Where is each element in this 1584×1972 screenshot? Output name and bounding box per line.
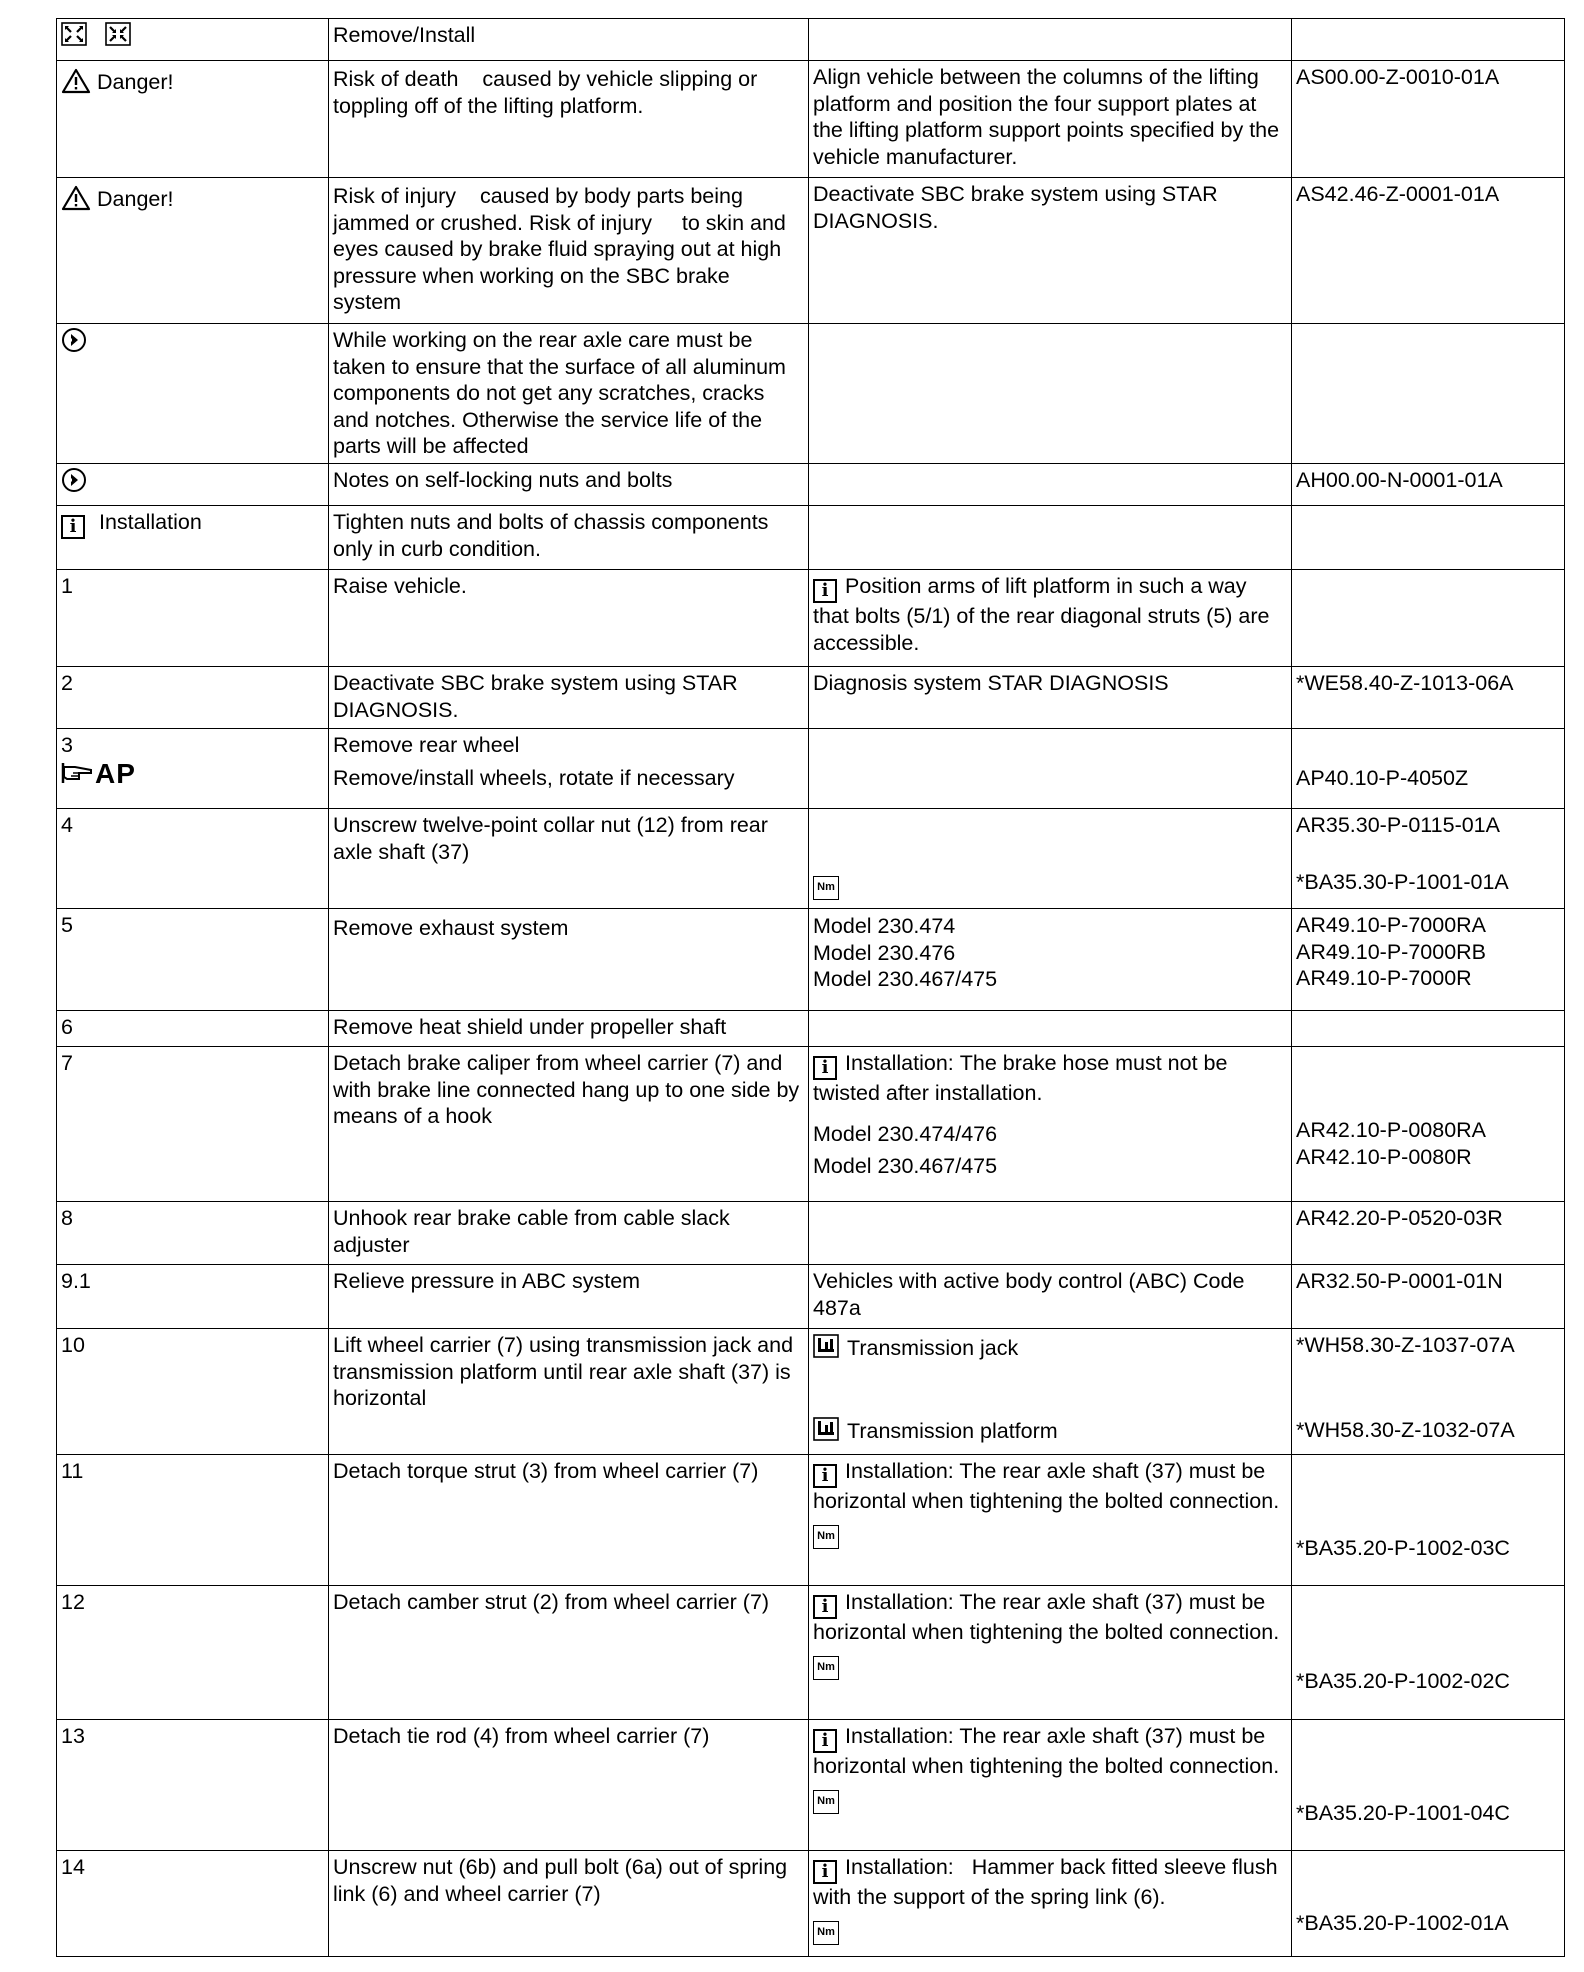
ref-link[interactable]: *BA35.20-P-1002-03C [1296, 1536, 1510, 1560]
risk-text: caused by vehicle slipping or toppling off of the lifting platform. [333, 67, 758, 118]
step-row [57, 1720, 1565, 1851]
step-row [57, 809, 1565, 909]
step-row [57, 909, 1565, 1011]
step-row [57, 570, 1565, 667]
ref-link[interactable]: *WE58.40-Z-1013-06A [1292, 667, 1565, 729]
step-row [57, 729, 1565, 809]
step-note: Installation: The rear axle shaft (37) must be horizontal when tightening the bolted connection. [813, 1724, 1280, 1778]
ref-link[interactable]: AR49.10-P-7000RA [1296, 913, 1487, 937]
info-icon: i [813, 1464, 837, 1488]
remove-icon [61, 22, 87, 46]
torque-icon: Nm [813, 1656, 839, 1680]
ref-link[interactable]: AS00.00-Z-0010-01A [1292, 61, 1565, 178]
step-number: 7 [57, 1047, 329, 1202]
step-text: Unscrew nut (6b) and pull bolt (6a) out of spring link (6) and wheel carrier (7) [329, 1851, 809, 1957]
ref-link[interactable]: *BA35.20-P-1002-01A [1296, 1911, 1509, 1935]
step-row [57, 1047, 1565, 1202]
danger-row [57, 178, 1565, 324]
step-number: 5 [57, 909, 329, 1011]
step-row [57, 1455, 1565, 1586]
ref-link[interactable]: AR42.10-P-0080R [1296, 1144, 1472, 1169]
step-note: Position arms of lift platform in such a way that bolts (5/1) of the rear diagonal struts (5) are accessible. [813, 574, 1270, 655]
info-icon: i [813, 579, 837, 603]
tool-label: Transmission jack [847, 1336, 1019, 1360]
ref-link[interactable]: AP40.10-P-4050Z [1296, 765, 1469, 790]
ref-link[interactable]: AR42.20-P-0520-03R [1292, 1202, 1565, 1265]
note-icon [61, 467, 87, 493]
ref-link[interactable]: *WH58.30-Z-1037-07A [1296, 1333, 1515, 1357]
step-note: Diagnosis system STAR DIAGNOSIS [809, 667, 1292, 729]
model-label: Model 230.476 [813, 940, 956, 965]
info-icon: i [813, 1056, 837, 1080]
info-icon: i [813, 1860, 837, 1884]
step-row [57, 1851, 1565, 1957]
ap-label: AP [95, 757, 136, 789]
danger-label: Danger! [97, 70, 174, 94]
step-number: 10 [57, 1329, 329, 1455]
install-icon [105, 22, 131, 46]
step-row [57, 1011, 1565, 1047]
risk-heading: Risk of injury [333, 184, 457, 208]
tool-label: Transmission platform [847, 1418, 1058, 1443]
model-label: Model 230.467/475 [813, 1154, 998, 1178]
ref-link[interactable]: AR49.10-P-7000RB [1296, 939, 1487, 964]
risk-heading: Risk of death [333, 67, 459, 91]
info-icon: i [813, 1595, 837, 1619]
ref-link[interactable]: AR32.50-P-0001-01N [1292, 1265, 1565, 1329]
note-text: Deactivate SBC brake system using STAR DIAGNOSIS. [809, 178, 1292, 324]
note-row [57, 324, 1565, 464]
step-text: Raise vehicle. [329, 570, 809, 667]
step-number: 1 [57, 570, 329, 667]
ref-link[interactable]: *WH58.30-Z-1032-07A [1296, 1417, 1515, 1442]
ref-link[interactable]: AR42.10-P-0080RA [1296, 1118, 1487, 1142]
step-number: 14 [57, 1851, 329, 1957]
step-row [57, 1586, 1565, 1720]
info-icon: i [61, 515, 85, 539]
step-text: Detach tie rod (4) from wheel carrier (7) [329, 1720, 809, 1851]
model-label: Model 230.467/475 [813, 967, 998, 991]
warning-icon [61, 185, 91, 211]
step-text: Remove heat shield under propeller shaft [329, 1011, 809, 1047]
note-icon [61, 327, 87, 353]
ref-link[interactable]: AH00.00-N-0001-01A [1292, 464, 1565, 506]
hand-pointer-icon [61, 761, 95, 785]
ref-link[interactable]: AR49.10-P-7000R [1296, 966, 1472, 990]
step-number: 4 [57, 809, 329, 909]
note-row [57, 464, 1565, 506]
step-subtext: Remove/install wheels, rotate if necessary [333, 765, 735, 790]
model-label: Model 230.474 [813, 914, 956, 938]
torque-icon: Nm [813, 1921, 839, 1945]
ref-link[interactable]: AR35.30-P-0115-01A [1296, 813, 1500, 837]
step-number: 13 [57, 1720, 329, 1851]
step-row [57, 1329, 1565, 1455]
warning-icon [61, 68, 91, 94]
procedure-table [56, 18, 1565, 1957]
torque-icon: Nm [813, 1790, 839, 1814]
step-note: Installation: The rear axle shaft (37) must be horizontal when tightening the bolted connection. [813, 1590, 1280, 1644]
step-text: Detach camber strut (2) from wheel carrier (7) [329, 1586, 809, 1720]
installation-label: Installation: [845, 1051, 954, 1075]
step-note: Hammer back fitted sleeve flush with the support of the spring link (6). [813, 1855, 1278, 1909]
info-icon: i [813, 1729, 837, 1753]
note-text: Align vehicle between the columns of the lifting platform and position the four support plates at the lifting platform support points specified by the vehicle manufacturer. [809, 61, 1292, 178]
step-number: 12 [57, 1586, 329, 1720]
step-text: Remove rear wheel [333, 733, 520, 757]
danger-label: Danger! [97, 187, 174, 211]
header-icons-cell [57, 19, 329, 61]
step-note: The brake hose must not be twisted after installation. [813, 1051, 1228, 1105]
step-number: 11 [57, 1455, 329, 1586]
info-row [57, 506, 1565, 570]
transmission-platform-icon [813, 1417, 839, 1441]
note-text: While working on the rear axle care must be taken to ensure that the surface of all aluminum components do not get any scratches, cracks and notches. Otherwise the service life of the parts will be affected [329, 324, 809, 464]
step-number: 2 [57, 667, 329, 729]
step-number: 3 [61, 733, 73, 757]
installation-label: Installation [98, 510, 202, 534]
risk-text: caused by body parts being jammed or crushed. Risk of injury [333, 184, 743, 235]
step-text: Deactivate SBC brake system using STAR DIAGNOSIS. [329, 667, 809, 729]
danger-row [57, 61, 1565, 178]
step-text: Detach brake caliper from wheel carrier (7) and with brake line connected hang up to one side by means of a hook [329, 1047, 809, 1202]
installation-label: Installation: [845, 1855, 954, 1879]
step-text: Relieve pressure in ABC system [329, 1265, 809, 1329]
risk-text: to skin and eyes caused by brake fluid spraying out at high pressure when working on the SBC brake system [333, 210, 786, 314]
step-text: Detach torque strut (3) from wheel carrier (7) [329, 1455, 809, 1586]
model-label: Model 230.474/476 [813, 1121, 998, 1146]
transmission-jack-icon [813, 1334, 839, 1358]
step-note: Vehicles with active body control (ABC) Code 487a [809, 1265, 1292, 1329]
header-title: Remove/Install [329, 19, 809, 61]
ref-link[interactable]: *BA35.20-P-1001-04C [1296, 1801, 1510, 1825]
step-note: Installation: The rear axle shaft (37) must be horizontal when tightening the bolted connection. [813, 1459, 1280, 1513]
note-text: Notes on self-locking nuts and bolts [329, 464, 809, 506]
step-number: 6 [57, 1011, 329, 1047]
step-text: Lift wheel carrier (7) using transmission jack and transmission platform until rear axle shaft (37) is horizontal [329, 1329, 809, 1455]
step-text: Unhook rear brake cable from cable slack adjuster [329, 1202, 809, 1265]
step-text: Unscrew twelve-point collar nut (12) from rear axle shaft (37) [329, 809, 809, 909]
ref-link[interactable]: *BA35.30-P-1001-01A [1296, 869, 1509, 894]
ref-link[interactable]: *BA35.20-P-1002-02C [1296, 1669, 1510, 1693]
step-row [57, 1202, 1565, 1265]
step-row [57, 1265, 1565, 1329]
step-row [57, 667, 1565, 729]
torque-icon: Nm [813, 1525, 839, 1549]
ref-link[interactable]: AS42.46-Z-0001-01A [1292, 178, 1565, 324]
header-row [57, 19, 1565, 61]
info-text: Tighten nuts and bolts of chassis components only in curb condition. [329, 506, 809, 570]
step-number: 9.1 [57, 1265, 329, 1329]
step-text: Remove exhaust system [333, 916, 569, 940]
torque-icon: Nm [813, 876, 839, 900]
step-number: 8 [57, 1202, 329, 1265]
